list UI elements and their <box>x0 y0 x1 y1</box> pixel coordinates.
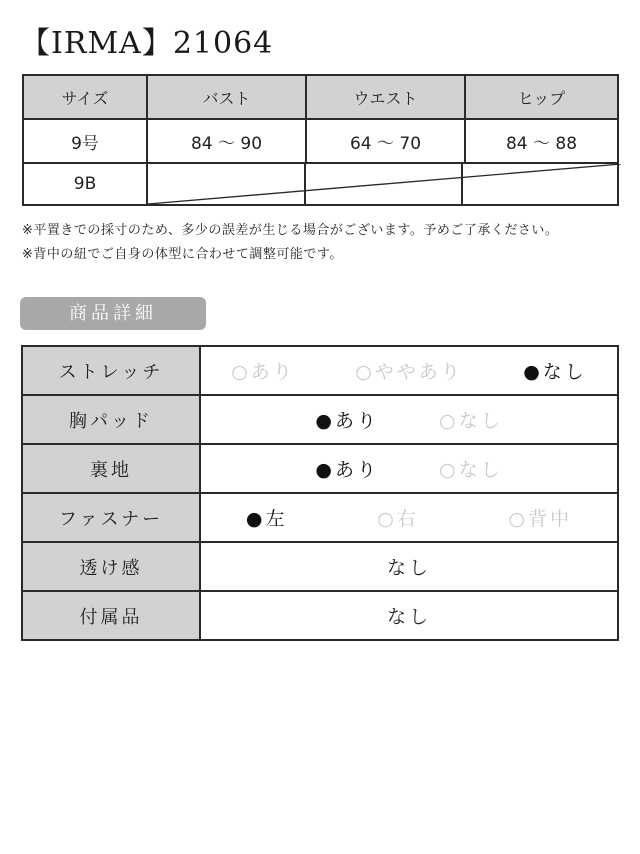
table-row <box>22 493 618 542</box>
row-label: 胸パッド <box>22 395 200 444</box>
option-pad-yes: ●あり <box>315 410 379 432</box>
sheerness-value: なし <box>200 542 618 591</box>
note-2: ※背中の紐でご自身の体型に合わせて調整可能です。 <box>22 247 343 262</box>
size-cell: 9号 <box>23 119 147 163</box>
option-lining-no: ○なし <box>439 459 503 481</box>
page-title: 【IRMA】21064 <box>20 26 274 61</box>
row-label: 付属品 <box>22 591 200 640</box>
row-label: 裏地 <box>22 444 200 493</box>
header-size: サイズ <box>23 75 147 119</box>
header-hip: ヒップ <box>465 75 618 119</box>
table-row <box>23 163 618 205</box>
table-row <box>22 542 618 591</box>
header-bust: バスト <box>147 75 306 119</box>
size-table <box>22 74 619 206</box>
table-row <box>23 119 618 163</box>
empty-measurements-cell <box>147 163 618 205</box>
option-pad-no: ○なし <box>439 410 503 432</box>
bust-cell: 84 〜 90 <box>147 119 306 163</box>
section-label: 商品詳細 <box>20 297 206 330</box>
option-zipper-right: ○右 <box>377 508 419 530</box>
option-stretch-none: ●なし <box>523 361 587 383</box>
header-waist: ウエスト <box>306 75 465 119</box>
hip-cell: 84 〜 88 <box>465 119 618 163</box>
row-label: 透け感 <box>22 542 200 591</box>
waist-cell: 64 〜 70 <box>306 119 465 163</box>
row-label: ファスナー <box>22 493 200 542</box>
option-zipper-left: ●左 <box>245 508 288 530</box>
diagonal-strike <box>148 164 621 204</box>
table-row <box>22 591 618 640</box>
table-row <box>22 395 618 444</box>
option-zipper-back: ○背中 <box>508 508 573 530</box>
row-label: ストレッチ <box>22 346 200 395</box>
option-lining-yes: ●あり <box>315 459 379 481</box>
accessories-value: なし <box>200 591 618 640</box>
table-row <box>22 444 618 493</box>
note-1: ※平置きでの採寸のため、多少の誤差が生じる場合がございます。予めご了承ください。 <box>22 223 559 238</box>
size-cell: 9B <box>23 163 147 205</box>
detail-table <box>21 345 619 641</box>
option-stretch-yes: ○あり <box>231 361 295 383</box>
size-table-header <box>23 75 618 119</box>
option-stretch-some: ○ややあり <box>355 361 463 383</box>
table-row <box>22 346 618 395</box>
